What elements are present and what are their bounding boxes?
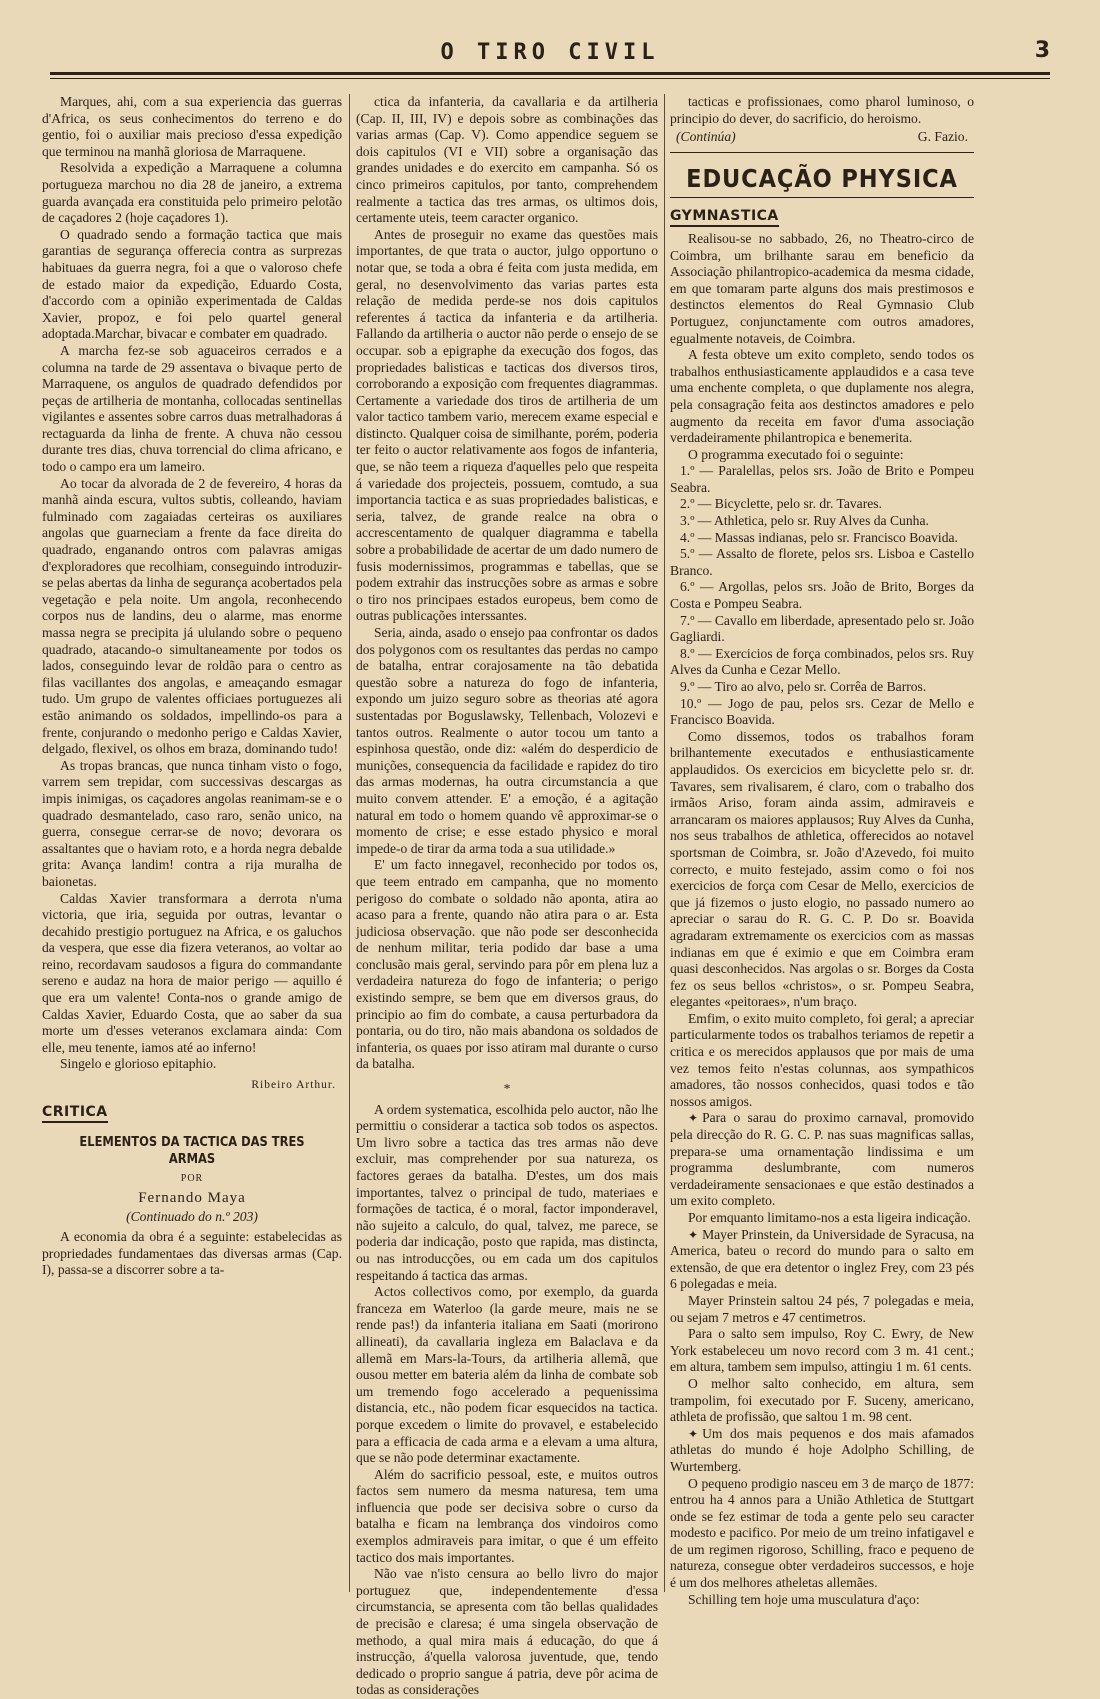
paragraph: [670, 496, 974, 513]
paragraph: [670, 679, 974, 696]
paragraph-text: Como dissemos, todos os trabalhos foram brilhantemente executados e enthusiasticamente applaudidos. Os exercicios em bicyclette pelo sr. dr. Tavares, sem rivalisarem, é claro, com o trabalho dos irmãos Ariso, foram ainda assim, admiraveis e arrancaram os maiores applausos; Ruy Alves da Cunha, nos seus trabalhos de athletica, offerecidos ao notavel sportsman de Coimbra, sr. João d'Azevedo, foi muito correcto, e muito festejado, assim como o foi nos exercicios de força com Cesar de Mello, exercicios de que já fizemos o justo elogio, no passado numero ao apreciar o sarau do R. G. C. P. Do sr. Boavida agradaram extremamente os exercicios com as massas indianas em que é eximio e que em Coimbra eram quasi desconhecidos. Nas argolas o sr. Borges da Costa fez os seus bellos «christos», o sr. Pompeu Seabra, elegantes «peitoraes», n'um braço.: [670, 728, 974, 1010]
paragraph: [42, 94, 342, 160]
paragraph-text: Marques, ahi, com a sua experiencia das guerras d'Africa, os seus conhecimentos do terreno e do gentio, foi o auxiliar mais precioso d'essa expedição que terminou na manhã gloriosa de Marraquene.: [42, 94, 342, 159]
paragraph: [356, 1284, 658, 1467]
paragraph: [42, 891, 342, 1057]
paragraph-text: Por emquanto limitamo-nos a esta ligeira indicação.: [688, 1210, 971, 1225]
column-1: [42, 94, 342, 1592]
paragraph: [670, 94, 974, 127]
program-list: [670, 463, 974, 729]
col3-body-6: [670, 1476, 974, 1609]
paragraph-text: A marcha fez-se sob aguaceiros cerrados e a columna na tarde de 29 assentava o bivaque perto de Marraquene, os angulos de quadrado defendidos por peças de artilheria de montanha, collocadas sentinellas vigilantes e assentes sobre carros duas metralhadoras á rectaguarda da linha de frente. A chuva não cessou durante tres dias, chuva torrencial do clima africano, e todo o campo era um lameiro.: [42, 342, 342, 475]
paragraph-text: ctica da infanteria, da cavallaria e da artilheria (Cap. II, III, IV) e depois sobre as combinações das varias armas (Cap. V). Como appendice seguem se dois capitulos (VI e VII) sobre a organisação das grandes unidades e do exercito em campanha. Só os cinco primeiros capitulos, por tanto, comprehendem realmente a tactica das tres armas, os ultimos dois, certamente uteis, teem caracter organico.: [356, 94, 658, 226]
paragraph: [356, 1566, 658, 1699]
paragraph-text: Para o salto sem impulso, Roy C. Ewry, de New York estabeleceu um novo record com 3 m. 41 cent.; em altura, tambem sem impulso, attingiu 1 m. 61 cents.: [670, 1326, 974, 1375]
heading-rule: [670, 197, 974, 198]
col3-body: [670, 94, 974, 127]
header-rule-thick: [50, 72, 1050, 75]
paragraph: [670, 347, 974, 447]
paragraph-text: A ordem systematica, escolhida pelo auctor, não lhe permittiu o considerar a tactica sob todos os aspectos. Um livro sobre a tactica das tres armas não deve excluir, mas comprehender por sua natureza, os factores geraes da batalha. D'estes, um dos mais importantes, talvez o principal de tudo, materiaes e formações de tactica, é o moral, factor imponderavel, não sujeito a calculo, do qual, talvez, me parece, se poderia dar indicação, posto que rapida, mas distincta, ou nas introducções, ou em cada um dos capitulos respeitando á tactica das armas.: [356, 1101, 658, 1283]
page-number: 3: [1034, 38, 1050, 63]
paragraph: [670, 1326, 974, 1376]
col3-body-4: [670, 1210, 974, 1227]
paragraph: [670, 646, 974, 679]
paragraph-text: A festa obteve um exito completo, sendo todos os trabalhos enthusiasticamente applaudidos e a casa teve uma enchente completa, o que duplamente nos alegra, pela consagração feita aos destinctos amadores e pelo augmento da receita em favor d'uma associação verdadeiramente philantropica e benemerita.: [670, 347, 974, 446]
section-critica-label: CRITICA: [42, 1104, 108, 1123]
paragraph-text: 4.º — Massas indianas, pelo sr. Francisco Boavida.: [680, 529, 958, 545]
paragraph: [670, 513, 974, 530]
paragraph-text: Realisou-se no sabbado, 26, no Theatro-circo de Coimbra, um brilhante sarau em beneficio da Associação philantropico-academica da mesma cidade, em que tomaram parte alguns dos mais prestimosos e destinctos elementos do Real Gymnasio Club Portuguez, conjunctamente com outros amadores, egualmente notaveis, de Coimbra.: [670, 230, 974, 346]
col1-body: [42, 94, 342, 1073]
paragraph: [670, 579, 974, 612]
paragraph: [356, 227, 658, 625]
paragraph-text: tacticas e profissionaes, como pharol luminoso, o principio do dever, do sacrificio, do heroismo.: [670, 94, 974, 126]
paragraph: [670, 1293, 974, 1326]
column-3: [670, 94, 974, 1607]
col3-bullet-1: [670, 1110, 974, 1210]
paragraph-text: Antes de proseguir no exame das questões mais importantes, de que trata o auctor, julgo opportuno o notar que, se toda a obra é feita com justa medida, em geral, no desenvolvimento das varias partes esta relação de medida perde-se nos dois capitulos referentes á tactica da infanteria e da artilheria. Fallando da artilheria o auctor não perde o ensejo de se occupar. sob a epigraphe da execução dos fogos, das propriedades balisticas e tacticas dos diversos tiros, corroborando a exposição com frequentes diagrammas. Certamente a variedade dos tiros de artilheria de um valor tactico tambem vario, merecem exame especial e distincto. Qualquer coisa de similhante, porém, poderia ter feito o auctor relativamente aos fogos de infanteria, que, se não teem a riqueza d'aquelles pelo que respeita á variedade dos projecteis, possuem, comtudo, a sua importancia tactica e as suas propriedades balisticas, e seria, talvez, de grande realce na obra o accrescentamento de qualquer diagramma e tabella sobre a probabilidade de acertar de um dado numero de fusis modernissimos, programmas e tabellas, que se podem extrahir das instrucções sobre as armas e sobre o tiro nos principaes estados europeus, bem como de outras publicações interssantes.: [356, 226, 658, 624]
bullet-icon: ✦: [688, 1111, 699, 1126]
bullet-paragraph: [670, 1110, 974, 1210]
heading-educacao-physica: EDUCAÇÃO PHYSICA: [686, 163, 958, 193]
bullet-paragraph: [670, 1227, 974, 1293]
bullet-icon: ✦: [688, 1227, 699, 1242]
paragraph: [356, 857, 658, 1073]
paragraph-text: Resolvida a expedição a Marraquene a columna portugueza marchou no dia 28 de janeiro, a extrema guarda avançada era constituida pelo primeiro pelotão de caçadores 2 (hoje caçadores 1).: [42, 160, 342, 226]
paragraph-text: A economia da obra é a seguinte: estabelecidas as propriedades fundamentaes das diversas armas (Cap. I), passa-se a discorrer sobre a ta-: [42, 1229, 342, 1278]
paragraph-text: E' um facto innegavel, reconhecido por todos os, que teem entrado em campanha, que no momento perigoso do combate o soldado não aponta, atira ao acaso para a frente, quando não atira para o ar. Esta judiciosa observação. que não pode ser desconhecida de nenhum militar, teria podido dar base a uma conclusão mais geral, servindo para pôr em plena luz a verdadeira natureza do fogo de infanteria; o perigo existindo sempre, se bem que em diversos graus, do principio ao fim do combate, a causa perturbadora da pontaria, ou do tiro, não mais abandona os soldados de infanteria, os quaes por isso atiram mal durante o curso da batalha.: [356, 857, 658, 1072]
paragraph-text: 3.º — Athletica, pelo sr. Ruy Alves da Cunha.: [680, 513, 929, 529]
paragraph: [356, 1102, 658, 1285]
column-divider: [349, 94, 350, 1592]
article-continued: (Continuado do n.º 203): [126, 1208, 258, 1224]
paragraph-text: O melhor salto conhecido, em altura, sem trampolim, foi executado por F. Suceny, americano, athleta de profissão, que saltou 1 m. 98 cent.: [670, 1375, 974, 1425]
paragraph-text: O quadrado sendo a formação tactica que mais garantias de segurança offerecia contra as surprezas habituaes da guerra negra, foi a que o valoroso chefe de estado maior da expedição, Eduardo Costa, d'accordo com a opinião experimentada de Caldas Xavier, propoz, e foi pelo quartel general adoptada.Marchar, bivacar e combater em quadrado.: [42, 226, 342, 342]
paragraph-text: 1.º — Paralellas, pelos srs. João de Brito e Pompeu Seabra.: [670, 463, 974, 495]
paragraph-text: Não vae n'isto censura ao bello livro do major portuguez que, independentemente d'essa circumstancia, se apresenta com tão bellas qualidades de precisão e claresa; é uma singela observação de methodo, a qual mira mais á educação, do que á instrucção, á'quella valorosa juventude, que, tendo dedicado o proprio sangue á patria, deve pôr acima de todas as considerações: [356, 1566, 658, 1698]
section-gymnastica-label: GYMNASTICA: [670, 208, 779, 227]
paragraph: [670, 1476, 974, 1592]
paragraph: [670, 231, 974, 347]
paragraph: [670, 1210, 974, 1227]
paragraph: [670, 1011, 974, 1111]
col2-body: [356, 94, 658, 1073]
paragraph-text: Emfim, o exito muito completo, foi geral; a apreciar particularmente todos os trabalhos teriamos de repetir a critica e os merecidos applausos que por mais de uma vez temos feito n'estas colunnas, aos sympathicos amadores, tão nossos conhecidos, quasi todos e tão nossos amigos.: [670, 1010, 974, 1109]
header-rule-thin: [50, 78, 1050, 79]
article-title: ELEMENTOS DA TACTICA DAS TRES ARMAS: [79, 1134, 305, 1167]
paragraph-text: 2.º — Bicyclette, pelo sr. dr. Tavares.: [680, 496, 882, 512]
paragraph-text: Um dos mais pequenos e dos mais afamados athletas do mundo é hoje Adolpho Schilling, de Wurtemberg.: [670, 1425, 974, 1474]
paragraph: [42, 1056, 342, 1073]
paragraph: [670, 696, 974, 729]
column-divider: [664, 94, 665, 1592]
col3-bullet-3: [670, 1426, 974, 1476]
paragraph: [42, 343, 342, 476]
paragraph-text: Ao tocar da alvorada de 2 de fevereiro, 4 horas da manhã ainda escura, vultos subtis, colleando, haviam fulminado com zagaiadas certeiras os auxiliares angolas que guarneciam a frente da face direita do quadrado, enganando ontros com palavras amigas d'exploradores que recolhiam, conseguindo introduzir-se pelas abertas da linha de segurança acobertados pela vegetação e pela noite. Um angola, reconhecendo corpos nus de landins, deu o alarme, mas enorme massa negra se precipita já ululando sobre o pequeno quadrado, atacando-o simultaneamente por todos os lados, conseguindo levar de roldão para o centro as filas vacillantes dos angolas, e ameaçando esmagar tudo. Um grupo de valentes officiaes portuguezes ali estão animando os soldados, impellindo-os para a frente, conjurando o medonho perigo e Caldas Xavier, delgado, flexivel, os olhos em braza, dominando tudo!: [42, 475, 342, 757]
paragraph-text: Seria, ainda, asado o ensejo paa confrontar os dados dos polygonos com os resultantes das perdas no campo de batalha, entrar corajosamente na tão debatida questão sobre a natureza do fogo de infanteria, expondo um juizo seguro sobre as theorias até agora sustentadas por Boguslawsky, Tellenbach, Volozevi e tantos outros. Realmente o autor tocou um tanto a espinhosa questão, onde diz: «além do desperdicio de munições, consequencia da facilidade e rapidez do tiro das armas modernas, ha outra circumstancia a que muito convem attender. E' a emoção, é a agitação natural em todo o homem quando vê approximar-se o momento de crise; e esse estado physico e moral impede-o de tirar da arma toda a sua utilidade.»: [356, 625, 658, 856]
paragraph-text: Actos collectivos como, por exemplo, da guarda franceza em Waterloo (la garde meure, mais ne se rende pas!) da infanteria italiana em Saati (morirono allineati), da cavallaria ingleza em Balaclava e da allemã em Mars-la-Tours, da artilheria allemã, que ousou metter em bateria além da linha de combate sob um tremendo fogo accelerado a pequenissima distancia, etc., não podem ficar esquecidos na tactica. porque excedem o limite do provavel, e estabelecido para a efficacia de cada arma e a elevam a uma altura, que se não pode determinar exactamente.: [356, 1284, 658, 1466]
paragraph-text: Para o sarau do proximo carnaval, promovido pela direcção do R. G. C. P. nas suas magnificas sallas, prepara-se uma ornamentação lindissima e um programma deslumbrante, com numeros verdadeiramente sensacionaes e que estão destinados a um exito completo.: [670, 1110, 974, 1209]
paragraph: [42, 1229, 342, 1279]
paragraph: [670, 1376, 974, 1426]
paragraph: [670, 546, 974, 579]
signature-g-fazio: G. Fazio.: [917, 129, 968, 145]
article-author: Fernando Maya: [138, 1190, 246, 1206]
col2-body-2: [356, 1102, 658, 1699]
newspaper-title: O TIRO CIVIL: [440, 40, 660, 65]
paragraph-text: 5.º — Assalto de florete, pelos srs. Lisboa e Castello Branco.: [670, 546, 974, 578]
paragraph: [42, 758, 342, 891]
column-rule: [670, 152, 974, 153]
col1-article-body: [42, 1229, 342, 1279]
column-2: [356, 94, 658, 1698]
paragraph-text: 7.º — Cavallo em liberdade, apresentado pelo sr. João Gagliardi.: [670, 612, 974, 645]
continua-line: [676, 129, 968, 146]
col3-bullet-2: [670, 1227, 974, 1293]
paragraph-text: Schilling tem hoje uma musculatura d'aço:: [688, 1591, 920, 1607]
paragraph-text: As tropas brancas, que nunca tinham visto o fogo, varrem sem trepidar, com successivas descargas as impis inimigas, os caçadores angolas reanimam-se e o quadrado desmantelado, caso raro, senão unico, na guerra, consegue cerrar-se de novo; devorara os assaltantes que o haviam roto, e a horda negra debalde grita: Avança landim! contra a rija muralha de baionetas.: [42, 757, 342, 889]
paragraph: [670, 530, 974, 547]
paragraph: [356, 625, 658, 857]
section-gymnastica: [670, 208, 974, 225]
paragraph: [670, 1592, 974, 1609]
article-por: POR: [180, 1173, 204, 1185]
paragraph: [670, 463, 974, 496]
col3-body-3: [670, 729, 974, 1111]
paragraph-text: O programma executado foi o seguinte:: [688, 446, 904, 462]
continua-label: (Continúa): [676, 129, 736, 145]
paragraph: [670, 613, 974, 646]
paragraph: [670, 447, 974, 464]
col3-body-2: [670, 231, 974, 463]
paragraph-text: 9.º — Tiro ao alvo, pelo sr. Corrêa de Barros.: [680, 679, 927, 694]
paragraph-text: 6.º — Argollas, pelos srs. João de Brito, Borges da Costa e Pompeu Seabra.: [670, 579, 974, 612]
paragraph-text: Mayer Prinstein, da Universidade de Syracusa, na America, bateu o record do mundo para o salto em extensão, de que era detentor o inglez Frey, com 23 pés 6 polegadas e meia.: [670, 1226, 974, 1292]
paragraph-text: Mayer Prinstein saltou 24 pés, 7 polegadas e meia, ou sejam 7 metros e 47 centimetros.: [670, 1292, 974, 1325]
bullet-icon: ✦: [688, 1426, 699, 1441]
paragraph: [42, 227, 342, 343]
paragraph-text: Caldas Xavier transformara a derrota n'uma victoria, que iria, seguida por outras, levantar o decahido prestigio portuguez na Africa, e os galuchos da vespera, que esse dia fizera veteranos, ao voltar ao reino, recordavam saudosos a figura do commandante sereno e audaz na hora de maior perigo — aquillo é que era um valente! Conta-nos o grande amigo de Caldas Xavier, Eduardo Costa, que ao saber da sua morte um d'esses veteranos exclamara ainda: Com elle, meu tenente, iamos até ao inferno!: [42, 890, 342, 1055]
paragraph: [670, 729, 974, 1011]
paragraph-text: O pequeno prodigio nasceu em 3 de março de 1877: entrou ha 4 annos para a União Athletica de Stuttgart onde se fez estimar de toda a gente pelo seu caracter modesto e pacifico. Por meio de um treino infatigavel e de um regimen rigoroso, Schilling, fraco e pequeno de natureza, conseguе obter verdadeiros successos, e hoje é um dos melhores atheletas allemães.: [670, 1475, 974, 1591]
paragraph: [356, 1467, 658, 1567]
section-star: *: [503, 1081, 511, 1097]
bullet-paragraph: [670, 1426, 974, 1476]
paragraph: [42, 476, 342, 758]
paragraph-text: 10.º — Jogo de pau, pelos srs. Cezar de Mello e Francisco Boavida.: [670, 695, 974, 728]
paragraph: [356, 94, 658, 227]
paragraph-text: 8.º — Exercicios de força combinados, pelos srs. Ruy Alves da Cunha e Cezar Mello.: [670, 645, 974, 678]
masthead: [50, 36, 1050, 76]
section-critica: [42, 1104, 342, 1121]
paragraph-text: Singelo e glorioso epitaphio.: [60, 1056, 217, 1072]
signature-ribeiro-arthur: Ribeiro Arthur.: [251, 1079, 336, 1092]
col3-body-5: [670, 1293, 974, 1426]
paragraph-text: Além do sacrificio pessoal, este, e muitos outros factos sem numero da mesma naturesa, tem uma influencia que pode ser decisiva sobre o curso da batalha e ficam na lembrança dos vindoiros como exemplos admiraveis para imitar, o que é um effeito tactico dos mais importantes.: [356, 1466, 658, 1565]
paragraph: [42, 160, 342, 226]
